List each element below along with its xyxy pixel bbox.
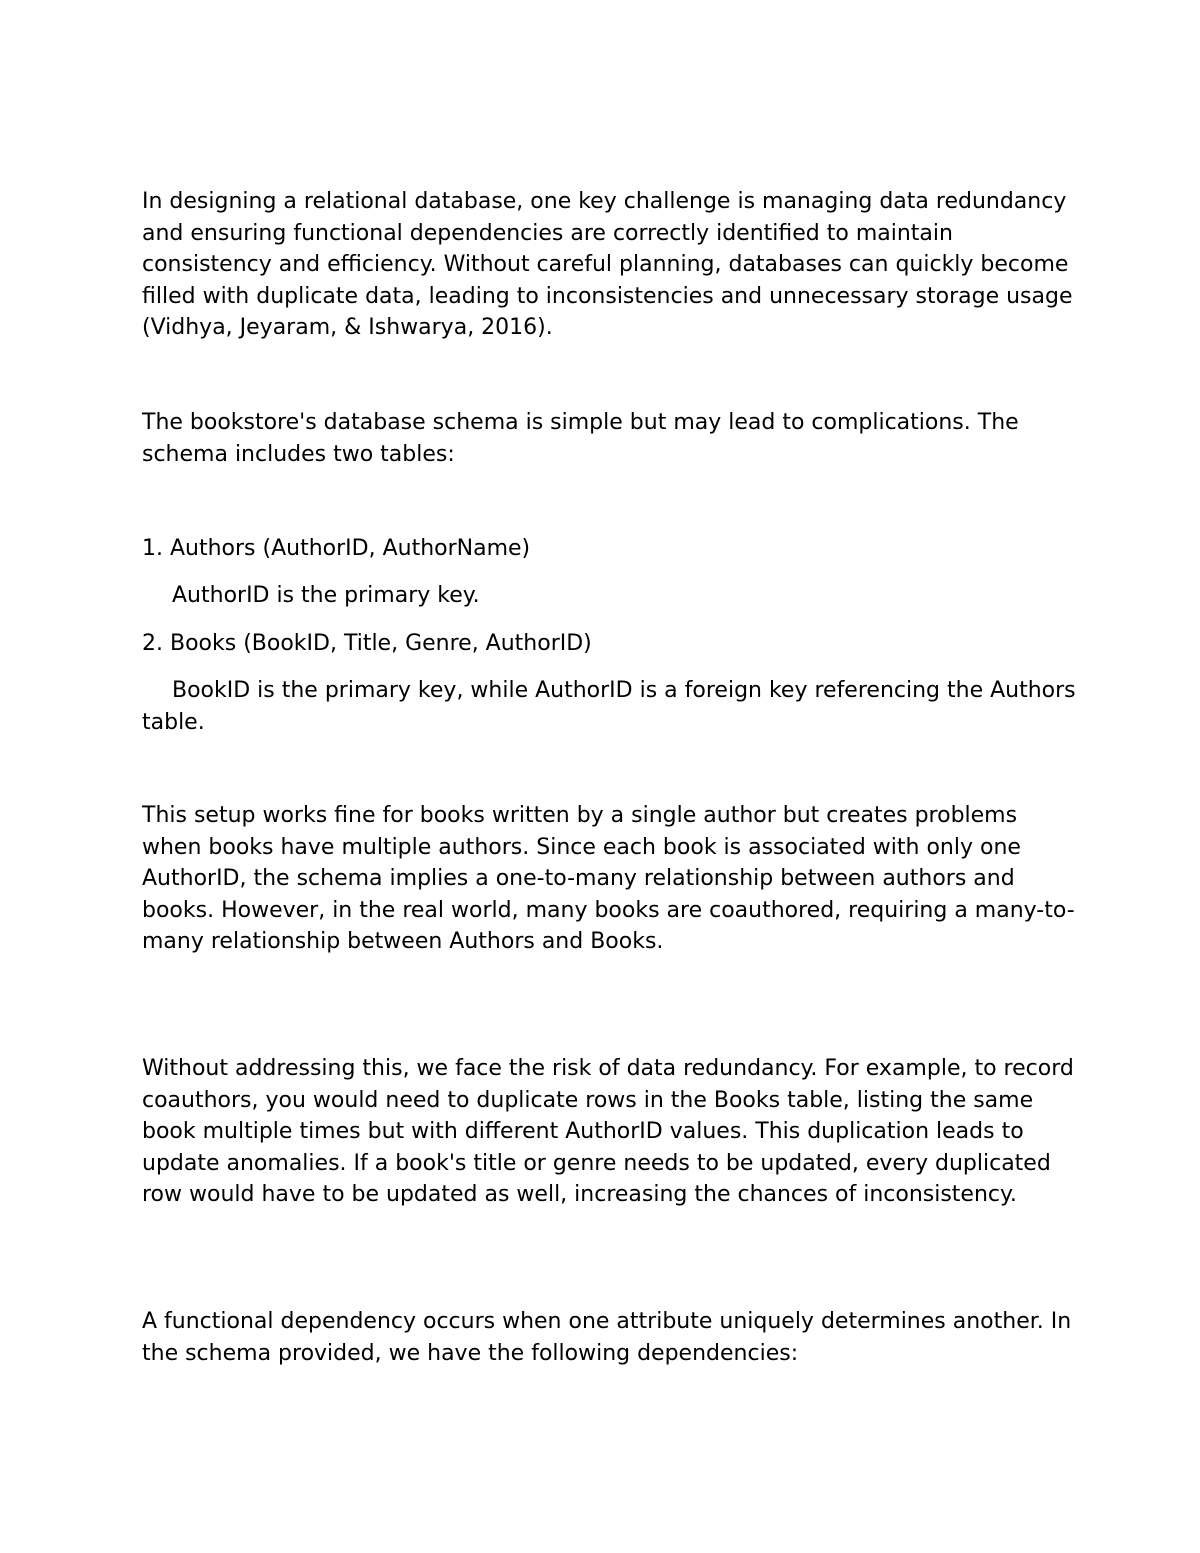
list-item-authors-note: AuthorID is the primary key. [172, 583, 480, 608]
redundancy-paragraph: Without addressing this, we face the risk of data redundancy. For example, to record coauthors, you would need to duplicate rows in the Books table, listing the same book multiple times but with different AuthorID values. This duplication leads to update anomalies. If a book's title or genre needs to be updated, every duplicated row would have to be updated as well, increasing the chances of inconsistency. [142, 1056, 1074, 1208]
list-item-books-note: BookID is the primary key, while AuthorID is a foreign key referencing the Authors table. [142, 678, 1076, 735]
functional-dependency-paragraph: A functional dependency occurs when one attribute uniquely determines another. In the schema provided, we have the following dependencies: [142, 1309, 1072, 1366]
list-item-authors-table: 1. Authors (AuthorID, AuthorName) [142, 536, 531, 561]
list-item-books-table: 2. Books (BookID, Title, Genre, AuthorID) [142, 631, 592, 656]
setup-problem-paragraph: This setup works fine for books written by a single author but creates problems when books have multiple authors. Since each book is associated with only one AuthorID, the schema implies a one-to-many relationship between authors and books. However, in the real world, many books are coauthored, requiring a many-to-many relationship between Authors and Books. [142, 803, 1075, 955]
schema-intro-paragraph: The bookstore's database schema is simple but may lead to complications. The schema includes two tables: [142, 410, 1019, 467]
intro-paragraph: In designing a relational database, one key challenge is managing data redundancy and ensuring functional dependencies are correctly identified to maintain consistency and efficiency. Without careful planning, databases can quickly become filled with duplicate data, leading to inconsistencies and unnecessary storage usage (Vidhya, Jeyaram, & Ishwarya, 2016). [142, 189, 1073, 341]
